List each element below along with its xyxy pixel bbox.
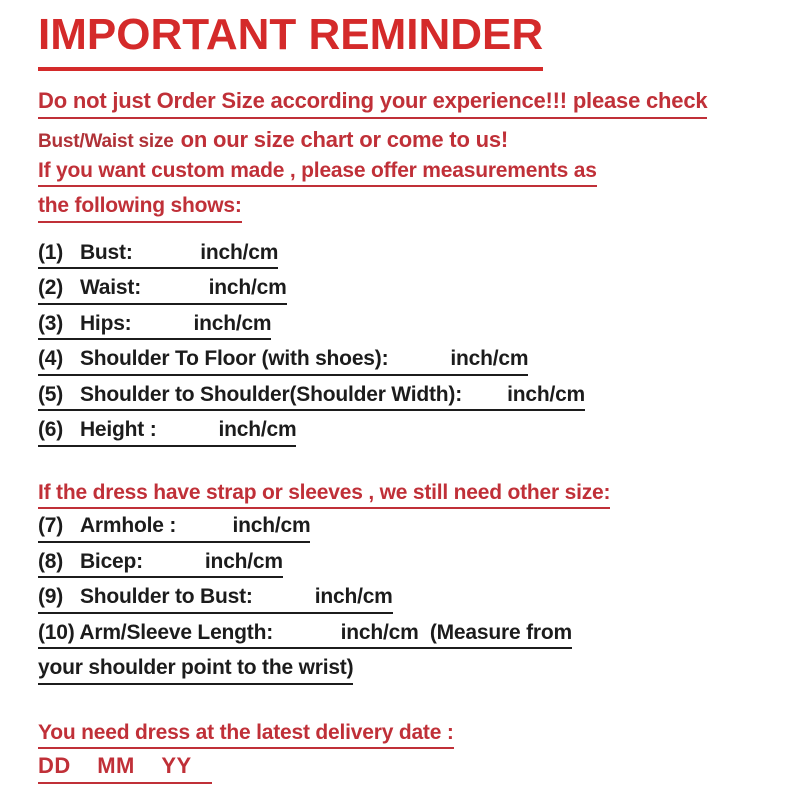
- measurement-item-shoulder-to-bust: (9) Shoulder to Bust: inch/cm: [38, 585, 393, 614]
- measurement-item-shoulder-width: (5) Shoulder to Shoulder(Shoulder Width): inch/cm: [38, 383, 585, 412]
- strap-sleeves-heading: If the dress have strap or sleeves , we still need other size:: [38, 481, 610, 510]
- size-chart-note-rest: on our size chart or come to us!: [180, 126, 508, 152]
- measurement-item-armhole: (7) Armhole : inch/cm: [38, 514, 310, 543]
- measurement-item-hips: (3) Hips: inch/cm: [38, 312, 271, 341]
- custom-made-note-line2: the following shows:: [38, 194, 242, 223]
- measurement-item-shoulder-to-floor: (4) Shoulder To Floor (with shoes): inch/cm: [38, 347, 528, 376]
- page-title: IMPORTANT REMINDER: [38, 10, 543, 71]
- custom-made-note-line1: If you want custom made , please offer measurements as: [38, 159, 597, 188]
- measurement-list: [38, 241, 772, 447]
- measurement-item-bicep: (8) Bicep: inch/cm: [38, 550, 283, 579]
- extra-measurement-list: [38, 514, 772, 685]
- order-size-warning: Do not just Order Size according your experience!!! please check: [38, 89, 707, 119]
- delivery-date-heading: You need dress at the latest delivery date :: [38, 721, 454, 750]
- size-chart-note: [38, 127, 508, 153]
- measurement-item-arm-sleeve-length: (10) Arm/Sleeve Length: inch/cm (Measure from: [38, 621, 572, 650]
- measurement-item-bust: (1) Bust: inch/cm: [38, 241, 278, 270]
- measurement-item-height: (6) Height : inch/cm: [38, 418, 296, 447]
- delivery-date-fields: DD MM YY: [38, 754, 212, 784]
- measurement-item-waist: (2) Waist: inch/cm: [38, 276, 287, 305]
- measurement-item-arm-sleeve-length-continuation: your shoulder point to the wrist): [38, 656, 353, 685]
- bust-waist-label: Bust/Waist size: [38, 130, 174, 152]
